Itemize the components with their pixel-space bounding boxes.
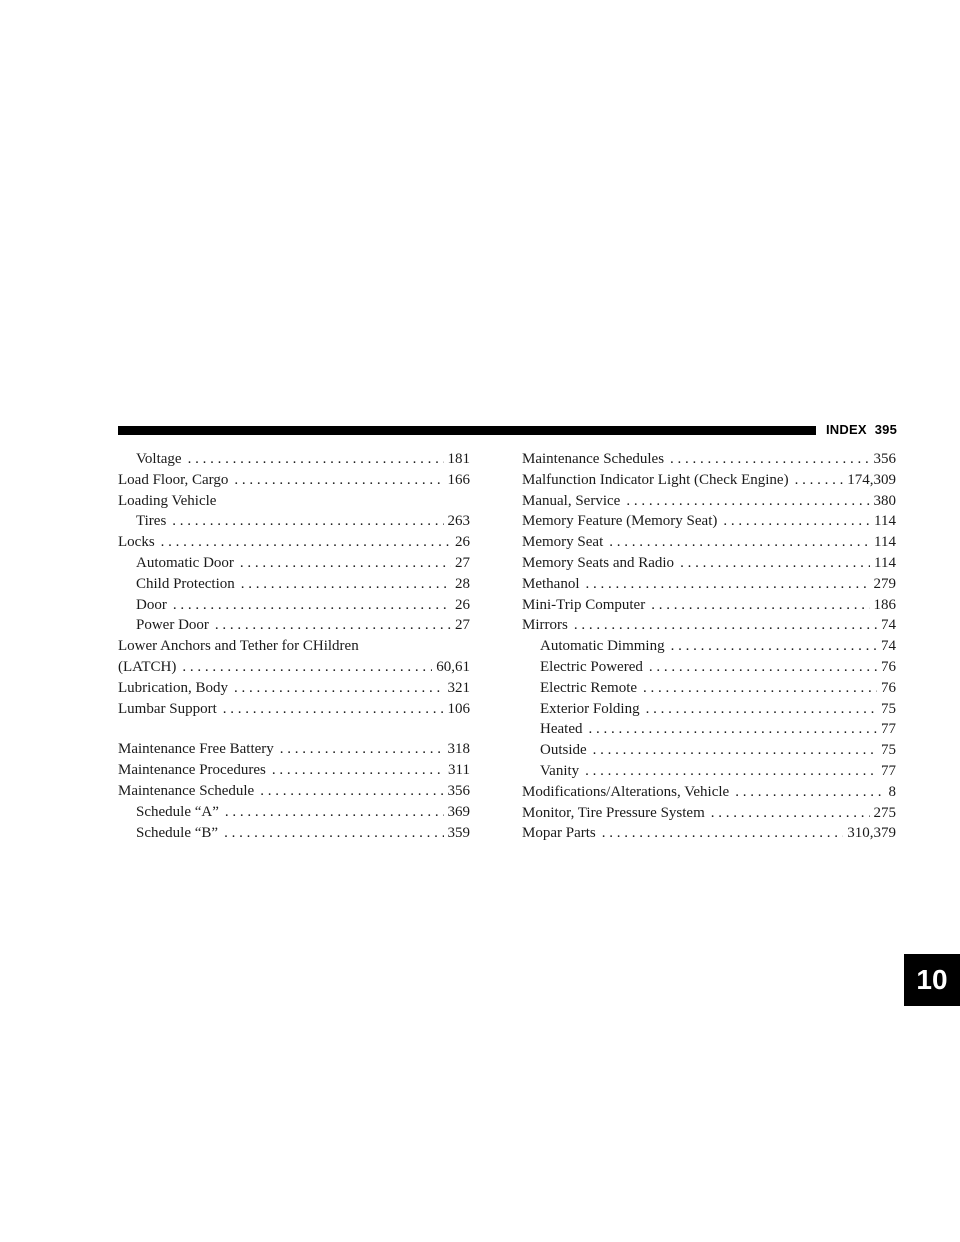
entry-page: 75 (881, 742, 896, 759)
header-page-number: 395 (874, 422, 898, 437)
entry-term: Maintenance Schedule (118, 782, 255, 799)
dot-leader (182, 657, 432, 678)
entry-term: Maintenance Free Battery (118, 741, 274, 758)
index-entry (118, 511, 470, 532)
index-entry (522, 449, 896, 470)
index-entry (522, 532, 896, 553)
entry-term: Lumbar Support (118, 700, 217, 717)
header-rule (118, 426, 816, 435)
index-entry (118, 491, 470, 512)
entry-term: Lubrication, Body (118, 679, 228, 696)
entry-page: 77 (881, 762, 896, 779)
index-entry (522, 782, 896, 803)
dot-leader (585, 761, 877, 782)
entry-page: 114 (874, 554, 896, 571)
entry-page: 75 (881, 700, 896, 717)
index-entry (118, 615, 470, 636)
dot-leader (173, 595, 451, 616)
dot-leader (586, 574, 870, 595)
entry-page: 27 (455, 554, 470, 571)
dot-leader (272, 760, 444, 781)
header-title: INDEX (826, 422, 867, 437)
entry-term: Door (136, 596, 167, 613)
entry-page: 106 (447, 700, 470, 717)
index-entry (118, 553, 470, 574)
entry-page: 76 (881, 658, 896, 675)
entry-term: Manual, Service (522, 492, 621, 509)
entry-term: Memory Feature (Memory Seat) (522, 513, 718, 530)
dot-leader (680, 553, 870, 574)
running-header (826, 422, 897, 437)
dot-leader (646, 699, 877, 720)
dot-leader (670, 449, 869, 470)
index-entry (118, 470, 470, 491)
entry-term: Voltage (136, 451, 182, 467)
index-entry (118, 781, 470, 802)
entry-page: 369 (447, 803, 470, 820)
entry-term: Vanity (540, 762, 580, 779)
entry-page: 26 (455, 534, 470, 551)
index-entry (522, 553, 896, 574)
entry-page: 77 (881, 721, 896, 738)
entry-page: 114 (874, 534, 896, 551)
entry-page: 27 (455, 617, 470, 634)
dot-leader (609, 532, 870, 553)
entry-term: Loading Vehicle (118, 492, 217, 509)
index-entry (118, 657, 470, 678)
entry-page: 356 (873, 451, 896, 467)
index-entry (522, 761, 896, 782)
index-entry (522, 699, 896, 720)
entry-term: Tires (136, 513, 167, 530)
entry-term: Heated (540, 721, 583, 738)
entry-page: 380 (873, 492, 896, 509)
entry-term: Modifications/Alterations, Vehicle (522, 783, 730, 800)
index-entry (522, 678, 896, 699)
entry-page: 74 (881, 617, 896, 634)
entry-page: 359 (447, 824, 470, 841)
dot-leader (593, 740, 877, 761)
dot-leader (723, 511, 870, 532)
index-entry (118, 678, 470, 699)
entry-term: Power Door (136, 617, 209, 634)
entry-page: 311 (448, 762, 470, 779)
dot-leader (215, 615, 451, 636)
index-entry (522, 636, 896, 657)
dot-leader (651, 595, 869, 616)
entry-term: Child Protection (136, 575, 235, 592)
index-entry (522, 470, 896, 491)
entry-page: 8 (888, 783, 896, 800)
dot-leader (280, 739, 444, 760)
entry-term: Locks (118, 534, 155, 551)
entry-term: Electric Powered (540, 658, 643, 675)
entry-term: Memory Seats and Radio (522, 554, 675, 571)
entry-page: 275 (873, 804, 896, 821)
dot-leader (224, 823, 443, 844)
index-entry (118, 760, 470, 781)
entry-page: 310,379 (847, 825, 896, 842)
index-entry (522, 491, 896, 512)
entry-page: 26 (455, 596, 470, 613)
index-entry (118, 449, 470, 470)
index-entry (522, 719, 896, 740)
index-entry (522, 740, 896, 761)
entry-page: 279 (873, 575, 896, 592)
index-entry (118, 532, 470, 553)
index-entry (522, 595, 896, 616)
entry-page: 166 (447, 471, 470, 488)
index-entry (118, 595, 470, 616)
entry-page: 186 (873, 596, 896, 613)
index-entry (118, 802, 470, 823)
index-entry (522, 803, 896, 824)
entry-term: Load Floor, Cargo (118, 471, 229, 488)
index-entry (118, 699, 470, 720)
dot-leader (225, 802, 444, 823)
dot-leader (671, 636, 877, 657)
entry-term: Exterior Folding (540, 700, 640, 717)
entry-page: 318 (447, 741, 470, 758)
entry-term: Mopar Parts (522, 825, 596, 842)
entry-term: Automatic Dimming (540, 638, 665, 655)
dot-leader (240, 553, 451, 574)
entry-page: 74 (881, 638, 896, 655)
dot-leader (161, 532, 451, 553)
entry-term: Memory Seat (522, 534, 604, 551)
index-entry (118, 739, 470, 760)
entry-term: Malfunction Indicator Light (Check Engine) (522, 471, 789, 488)
index-entry (522, 615, 896, 636)
dot-leader (260, 781, 443, 802)
dot-leader (234, 470, 443, 491)
entry-term: Maintenance Schedules (522, 451, 665, 467)
index-entry (522, 823, 896, 844)
index-entry (118, 636, 470, 657)
dot-leader (241, 574, 451, 595)
entry-term: Schedule “B” (136, 824, 219, 841)
entry-page: 60,61 (436, 658, 470, 675)
dot-leader (735, 782, 884, 803)
entry-term: Schedule “A” (136, 803, 219, 820)
entry-term: Mini-Trip Computer (522, 596, 646, 613)
dot-leader (188, 449, 444, 470)
section-tab: 10 (904, 954, 960, 1006)
index-entry (522, 657, 896, 678)
dot-leader (795, 470, 844, 491)
index-entry (522, 511, 896, 532)
entry-term: Mirrors (522, 617, 568, 634)
entry-term: Maintenance Procedures (118, 762, 266, 779)
index-column-left (118, 449, 470, 843)
entry-term: Monitor, Tire Pressure System (522, 804, 705, 821)
entry-term: Electric Remote (540, 679, 638, 696)
entry-term: Lower Anchors and Tether for CHildren (118, 638, 359, 655)
dot-leader (234, 678, 444, 699)
dot-leader (626, 491, 869, 512)
entry-page: 356 (447, 782, 470, 799)
entry-term: Outside (540, 742, 587, 759)
entry-page: 263 (447, 513, 470, 530)
dot-leader (711, 803, 870, 824)
index-entry (118, 823, 470, 844)
entry-page: 174,309 (847, 471, 896, 488)
index-entry (118, 574, 470, 595)
entry-page: 114 (874, 513, 896, 530)
dot-leader (643, 678, 877, 699)
index-entry (522, 574, 896, 595)
entry-page: 28 (455, 575, 470, 592)
dot-leader (574, 615, 877, 636)
index-column-right (522, 449, 896, 844)
entry-page: 321 (447, 679, 470, 696)
dot-leader (172, 511, 443, 532)
entry-page: 76 (881, 679, 896, 696)
dot-leader (649, 657, 877, 678)
entry-term: Automatic Door (136, 554, 234, 571)
dot-leader (602, 823, 844, 844)
dot-leader (588, 719, 877, 740)
entry-term: (LATCH) (118, 658, 177, 675)
dot-leader (223, 699, 444, 720)
entry-term: Methanol (522, 575, 580, 592)
entry-page: 181 (447, 451, 470, 467)
